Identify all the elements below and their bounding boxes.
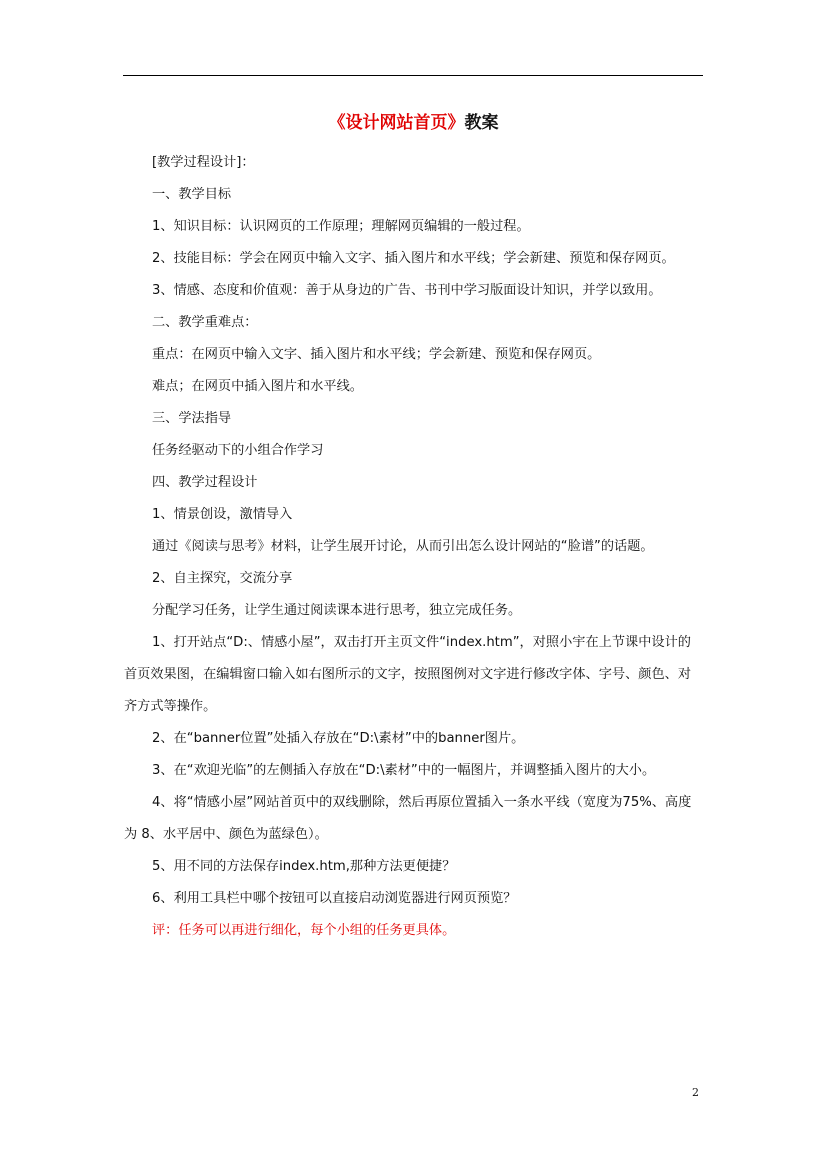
paragraph: 1、知识目标：认识网页的工作原理；理解网页编辑的一般过程。 <box>152 219 530 234</box>
paragraph: 一、教学目标 <box>152 187 232 202</box>
paragraph: 重点：在网页中输入文字、插入图片和水平线；学会新建、预览和保存网页。 <box>152 347 601 362</box>
paragraph: 分配学习任务，让学生通过阅读课本进行思考，独立完成任务。 <box>152 603 522 618</box>
paragraph: 4、将“情感小屋”网站首页中的双线删除，然后再原位置插入一条水平线（宽度为75%、高度为 8、水平居中、颜色为蓝绿色）。 <box>124 795 692 842</box>
page-number: 2 <box>692 1086 699 1099</box>
paragraph: 5、用不同的方法保存index.htm,那种方法更便捷？ <box>152 859 456 874</box>
paragraph: 二、教学重难点： <box>152 315 258 330</box>
teacher-comment: 评：任务可以再进行细化，每个小组的任务更具体。 <box>152 923 456 938</box>
paragraph: 6、利用工具栏中哪个按钮可以直接启动浏览器进行网页预览？ <box>152 891 517 906</box>
paragraph: 2、技能目标：学会在网页中输入文字、插入图片和水平线；学会新建、预览和保存网页。 <box>152 251 675 266</box>
title-red-part: 《设计网站首页》 <box>328 113 465 133</box>
title-black-part: 教案 <box>464 113 499 133</box>
paragraph: 三、学法指导 <box>152 411 232 426</box>
paragraph: 2、在“banner位置”处插入存放在“D:\素材”中的banner图片。 <box>152 731 525 746</box>
page-title <box>0 110 827 136</box>
paragraph: 任务经驱动下的小组合作学习 <box>152 443 324 458</box>
paragraph: 1、打开站点“D:、情感小屋”，双击打开主页文件“index.htm”，对照小宇在上节课中设计的首页效果图，在编辑窗口输入如右图所示的文字，按照图例对文字进行修改字体、字号、颜色、对齐方式等操作。 <box>124 635 692 714</box>
document-body <box>124 147 704 947</box>
paragraph: 1、情景创设，激情导入 <box>152 507 293 522</box>
paragraph: 2、自主探究，交流分享 <box>152 571 293 586</box>
paragraph: 难点；在网页中插入图片和水平线。 <box>152 379 363 394</box>
paragraph: 四、教学过程设计 <box>152 475 258 490</box>
paragraph: 通过《阅读与思考》材料，让学生展开讨论，从而引出怎么设计网站的“脸谱”的话题。 <box>152 539 654 554</box>
header-rule <box>123 75 703 76</box>
paragraph: [教学过程设计]： <box>152 155 255 170</box>
paragraph: 3、在“欢迎光临”的左侧插入存放在“D:\素材”中的一幅图片，并调整插入图片的大小。 <box>152 763 656 778</box>
paragraph: 3、情感、态度和价值观：善于从身边的广告、书刊中学习版面设计知识，并学以致用。 <box>152 283 662 298</box>
